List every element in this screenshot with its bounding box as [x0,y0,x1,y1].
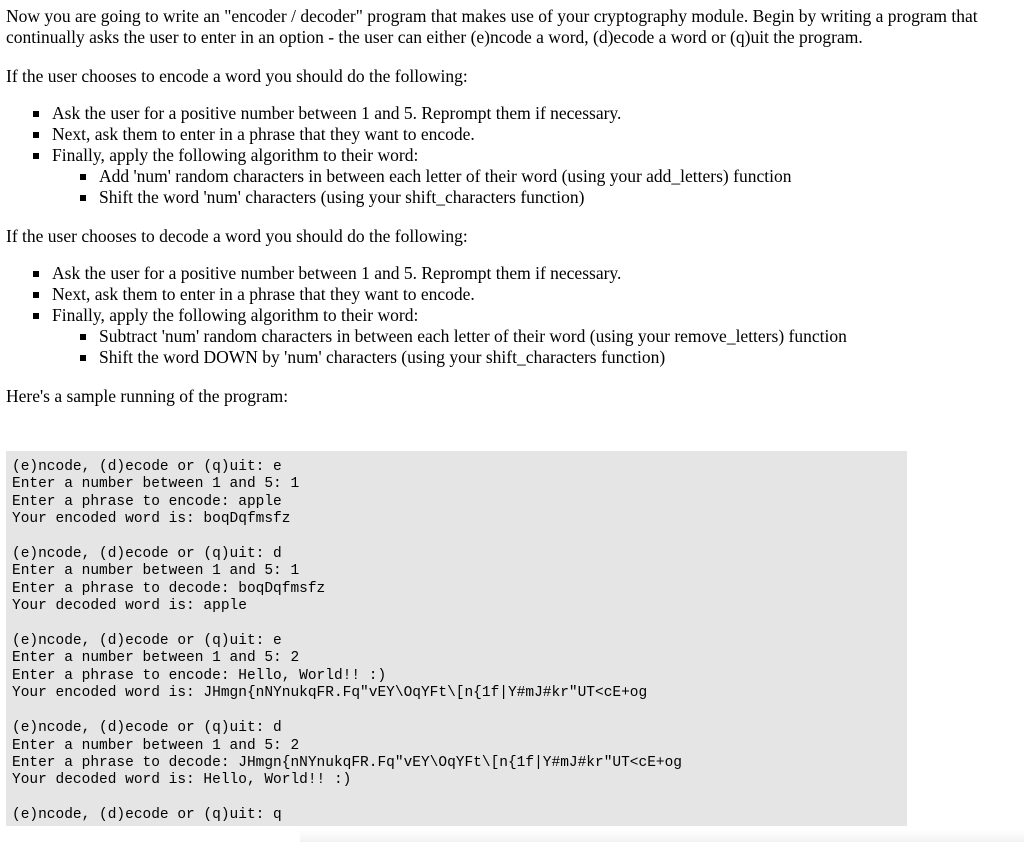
decode-substep: Subtract 'num' random characters in between each letter of their word (using your remove_letters) function [99,326,1016,347]
encode-substep: Add 'num' random characters in between each letter of their word (using your add_letters) function [99,166,1016,187]
sample-output-code-block: (e)ncode, (d)ecode or (q)uit: e Enter a number between 1 and 5: 1 Enter a phrase to encode: apple Your encoded word is: boqDqfmsfz (e)ncode, (d)ecode or (q)uit: d Enter a number between 1 and 5: 1 Enter a phrase to decode: boqDqfmsfz Your decoded word is: apple (e)ncode, (d)ecode or (q)uit: e Enter a number between 1 and 5: 2 Enter a phrase to encode: Hello, World!! :) Your encoded word is: JHmgn{nNYnukqFR.Fq"vEY\OqYFt\[n{1f|Y#mJ#kr"UT<cE+og (e)ncode, (d)ecode or (q)uit: d Enter a number between 1 and 5: 2 Enter a phrase to decode: JHmgn{nNYnukqFR.Fq"vEY\OqYFt\[n{1f|Y#mJ#kr"UT<cE+og Your decoded word is: Hello, World!! :) (e)ncode, (d)ecode or (q)uit: q [6,451,907,826]
decode-step: Ask the user for a positive number between 1 and 5. Reprompt them if necessary. [52,263,1016,284]
encode-substeps-list [52,166,1016,208]
encode-heading: If the user chooses to encode a word you should do the following: [6,66,468,86]
decode-steps-list [6,263,1016,368]
decode-heading: If the user chooses to decode a word you should do the following: [6,226,468,246]
encode-step: Next, ask them to enter in a phrase that they want to encode. [52,124,1016,145]
intro-paragraph: Now you are going to write an "encoder / decoder" program that makes use of your cryptography module. Begin by writing a program that continually asks the user to enter in an option - the user can either (e)ncode a word, (d)ecode a word or (q)uit the program. [6,6,978,47]
encode-step-label: Finally, apply the following algorithm to their word: [52,145,419,165]
assignment-text [6,0,1016,407]
decode-substep: Shift the word DOWN by 'num' characters (using your shift_characters function) [99,347,1016,368]
bottom-edge-shadow [300,830,1024,842]
encode-step: Ask the user for a positive number between 1 and 5. Reprompt them if necessary. [52,103,1016,124]
decode-step: Next, ask them to enter in a phrase that they want to encode. [52,284,1016,305]
sample-heading: Here's a sample running of the program: [6,386,289,406]
decode-substeps-list [52,326,1016,368]
decode-step-label: Finally, apply the following algorithm to their word: [52,305,419,325]
encode-substep: Shift the word 'num' characters (using your shift_characters function) [99,187,1016,208]
encode-step-with-substeps [52,145,1016,208]
encode-steps-list [6,103,1016,208]
decode-step-with-substeps [52,305,1016,368]
